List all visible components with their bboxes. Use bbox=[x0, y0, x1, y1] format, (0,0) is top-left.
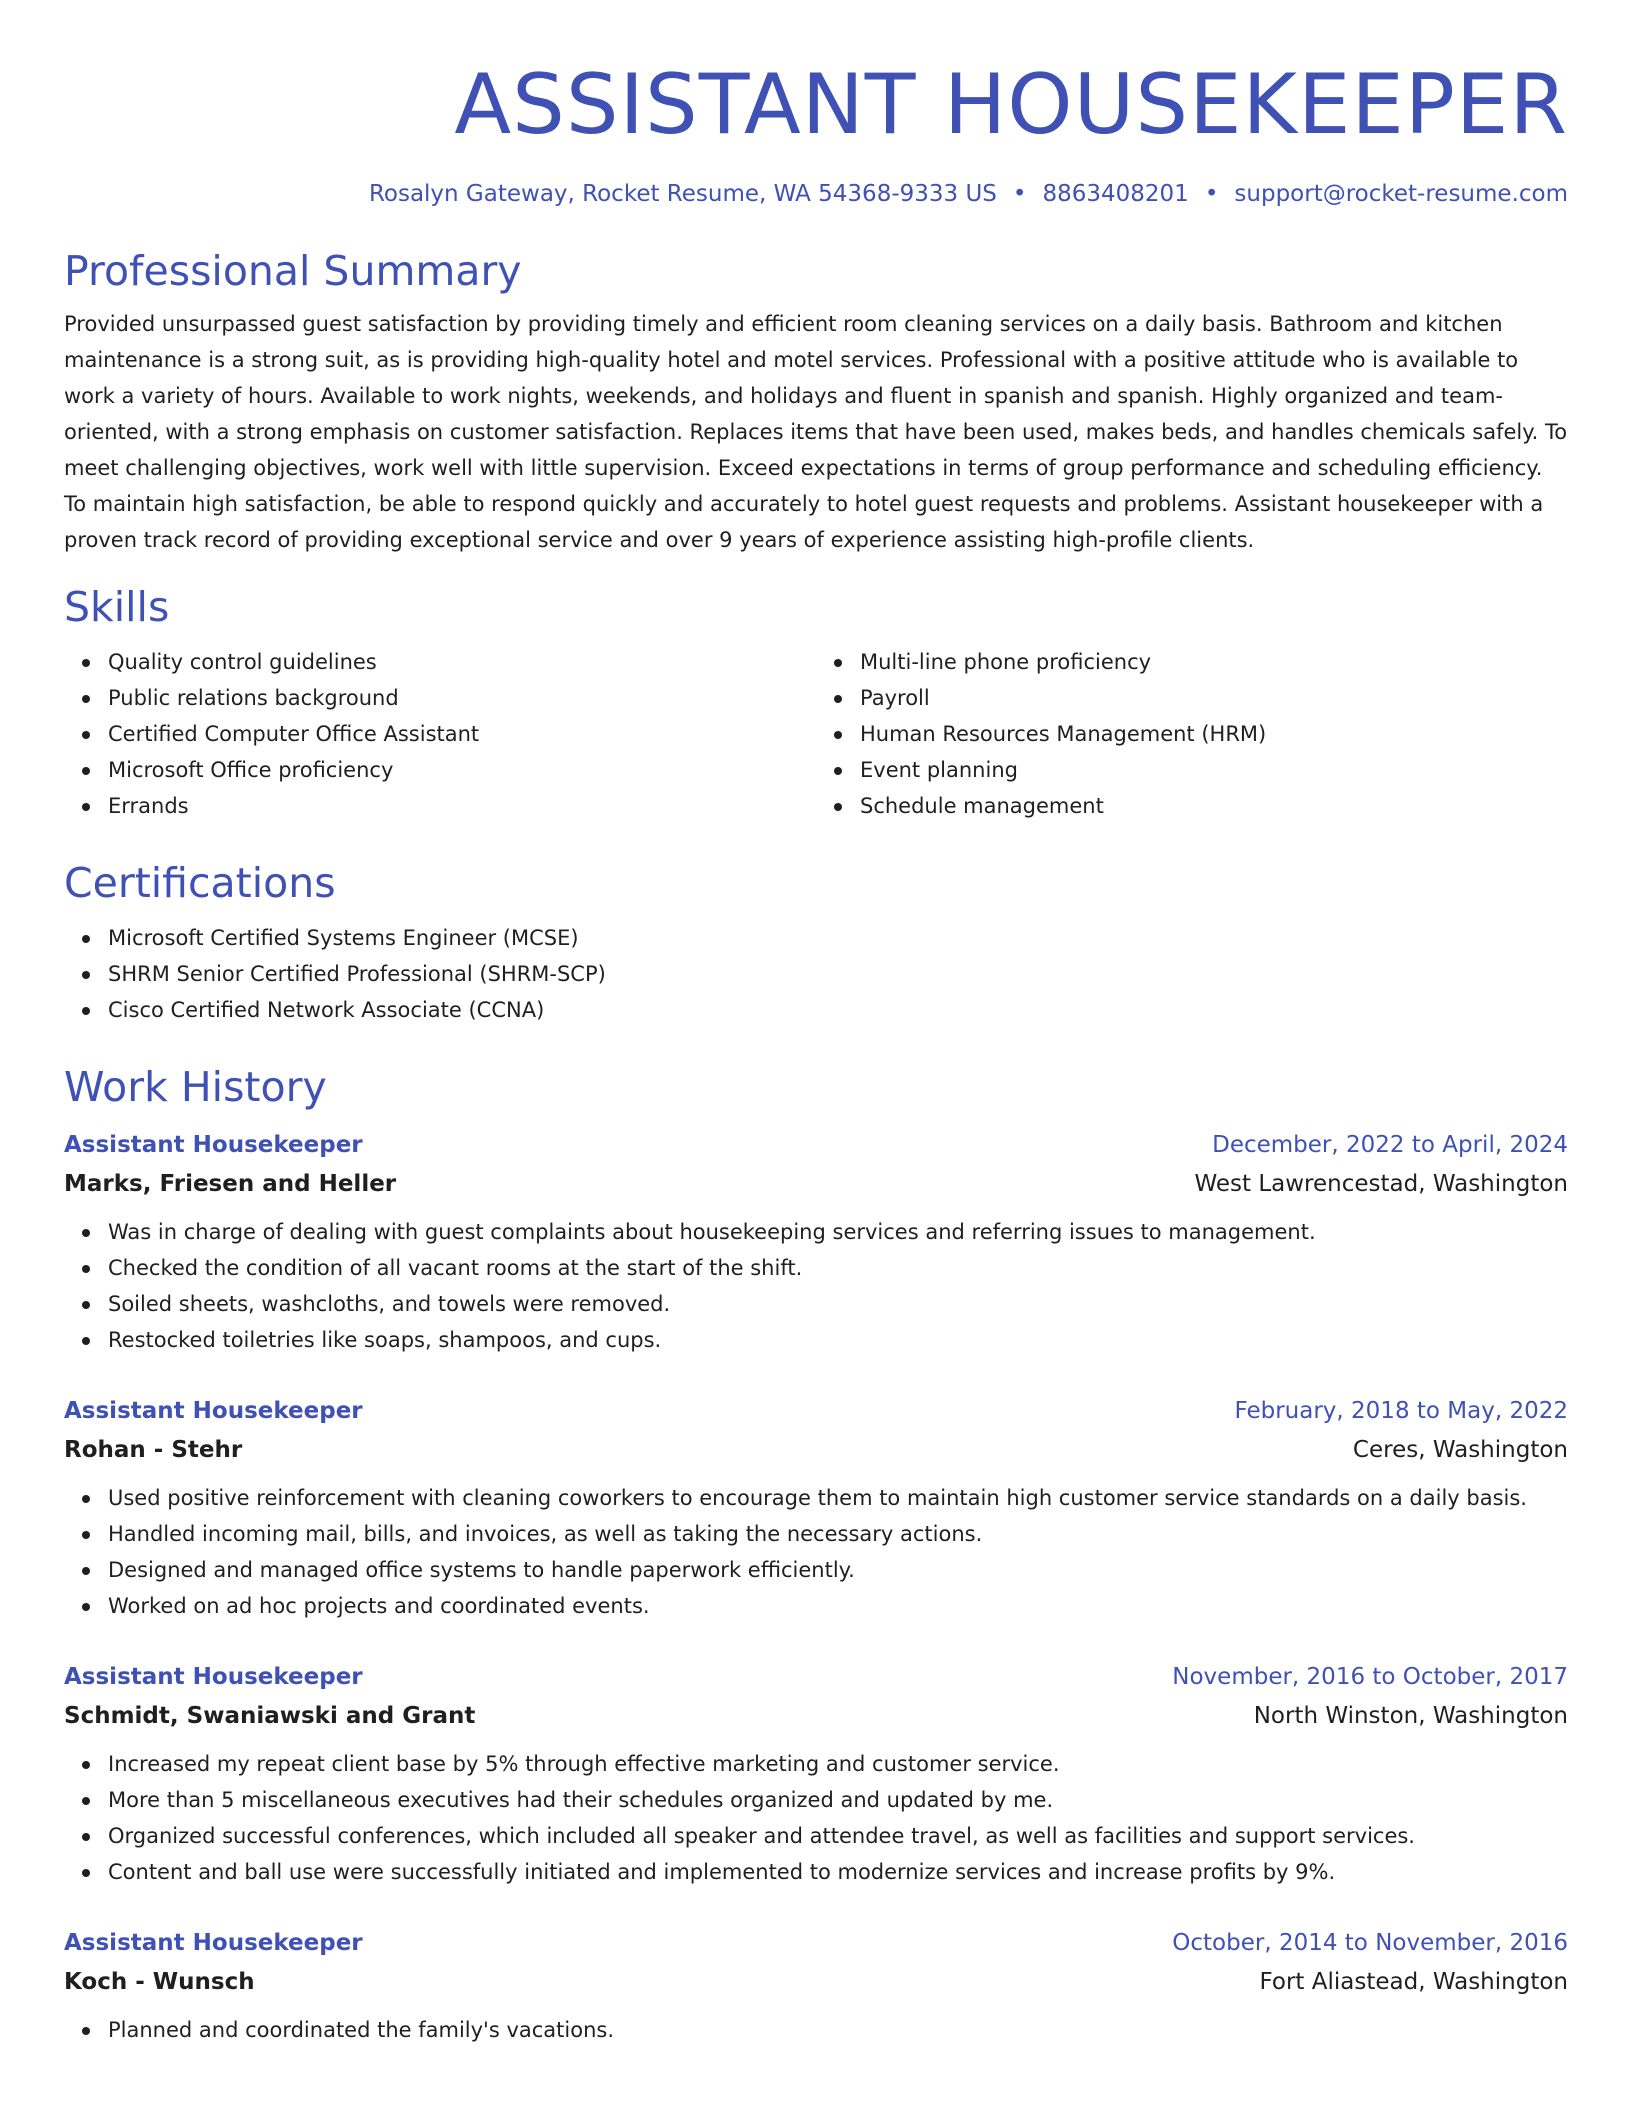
job-location: Fort Aliastead, Washington bbox=[1259, 1969, 1568, 1995]
job-location: Ceres, Washington bbox=[1352, 1437, 1568, 1463]
job-title: Assistant Housekeeper bbox=[64, 1664, 363, 1690]
contact-line bbox=[64, 178, 1568, 210]
skill-item: Public relations background bbox=[108, 680, 816, 716]
skill-item: Errands bbox=[108, 788, 816, 824]
job-bullet: Was in charge of dealing with guest complaints about housekeeping services and referring issues to management. bbox=[108, 1214, 1568, 1250]
job-entry bbox=[64, 1392, 1568, 1624]
job-bullet: Content and ball use were successfully initiated and implemented to modernize services and increase profits by 9%. bbox=[108, 1854, 1568, 1890]
job-bullet: Planned and coordinated the family's vacations. bbox=[108, 2012, 1568, 2048]
resume-name: ASSISTANT HOUSEKEEPER bbox=[454, 56, 1568, 153]
job-bullet: Handled incoming mail, bills, and invoices, as well as taking the necessary actions. bbox=[108, 1516, 1568, 1552]
phone: 8863408201 bbox=[1042, 181, 1189, 207]
skill-item: Multi-line phone proficiency bbox=[860, 644, 1568, 680]
skill-item: Certified Computer Office Assistant bbox=[108, 716, 816, 752]
skill-item: Quality control guidelines bbox=[108, 644, 816, 680]
job-bullets bbox=[64, 1480, 1568, 1624]
job-entry bbox=[64, 1658, 1568, 1890]
certification-item: Cisco Certified Network Associate (CCNA) bbox=[108, 992, 1568, 1028]
job-location: West Lawrencestad, Washington bbox=[1194, 1171, 1568, 1197]
job-title: Assistant Housekeeper bbox=[64, 1132, 363, 1158]
job-bullet: Checked the condition of all vacant rooms at the start of the shift. bbox=[108, 1250, 1568, 1286]
email: support@rocket-resume.com bbox=[1234, 181, 1568, 207]
job-dates: October, 2014 to November, 2016 bbox=[1172, 1930, 1568, 1956]
job-bullet: Worked on ad hoc projects and coordinated events. bbox=[108, 1588, 1568, 1624]
skills-title: Skills bbox=[64, 583, 170, 631]
skill-item: Payroll bbox=[860, 680, 1568, 716]
job-entry bbox=[64, 1126, 1568, 1358]
summary-title: Professional Summary bbox=[64, 247, 522, 295]
job-entry bbox=[64, 1924, 1568, 2048]
certification-item: SHRM Senior Certified Professional (SHRM-SCP) bbox=[108, 956, 1568, 992]
job-bullets bbox=[64, 2012, 1568, 2048]
company-name: Rohan - Stehr bbox=[64, 1437, 243, 1463]
job-dates: February, 2018 to May, 2022 bbox=[1234, 1398, 1568, 1424]
job-dates: November, 2016 to October, 2017 bbox=[1172, 1664, 1568, 1690]
work-history-title: Work History bbox=[64, 1063, 327, 1111]
separator: • bbox=[1204, 181, 1219, 207]
job-bullet: Organized successful conferences, which included all speaker and attendee travel, as well as facilities and support services. bbox=[108, 1818, 1568, 1854]
job-bullets bbox=[64, 1214, 1568, 1358]
job-title: Assistant Housekeeper bbox=[64, 1398, 363, 1424]
job-bullet: Soiled sheets, washcloths, and towels were removed. bbox=[108, 1286, 1568, 1322]
skill-item: Human Resources Management (HRM) bbox=[860, 716, 1568, 752]
job-bullets bbox=[64, 1746, 1568, 1890]
skill-item: Microsoft Office proficiency bbox=[108, 752, 816, 788]
job-title: Assistant Housekeeper bbox=[64, 1930, 363, 1956]
skills-column-left bbox=[64, 644, 816, 824]
skill-item: Schedule management bbox=[860, 788, 1568, 824]
skills-list bbox=[64, 644, 1568, 824]
job-bullet: Designed and managed office systems to handle paperwork efficiently. bbox=[108, 1552, 1568, 1588]
company-name: Koch - Wunsch bbox=[64, 1969, 255, 1995]
certifications-title: Certifications bbox=[64, 859, 336, 907]
job-bullet: Used positive reinforcement with cleaning coworkers to encourage them to maintain high customer service standards on a daily basis. bbox=[108, 1480, 1568, 1516]
separator: • bbox=[1012, 181, 1027, 207]
certification-item: Microsoft Certified Systems Engineer (MCSE) bbox=[108, 920, 1568, 956]
certifications-list bbox=[64, 920, 1568, 1028]
job-bullet: Increased my repeat client base by 5% through effective marketing and customer service. bbox=[108, 1746, 1568, 1782]
skills-column-right bbox=[816, 644, 1568, 824]
job-bullet: Restocked toiletries like soaps, shampoos, and cups. bbox=[108, 1322, 1568, 1358]
address: Rosalyn Gateway, Rocket Resume, WA 54368-9333 US bbox=[368, 181, 997, 207]
company-name: Marks, Friesen and Heller bbox=[64, 1171, 397, 1197]
job-bullet: More than 5 miscellaneous executives had their schedules organized and updated by me. bbox=[108, 1782, 1568, 1818]
skill-item: Event planning bbox=[860, 752, 1568, 788]
summary-text: Provided unsurpassed guest satisfaction by providing timely and efficient room cleaning services on a daily basis. Bathroom and kitchen maintenance is a strong suit, as is providing high-quality hotel and motel services. Professional with a positive attitude who is available to work a variety of hours. Available to work nights, weekends, and holidays and fluent in spanish and spanish. Highly organized and team-oriented, with a strong emphasis on customer satisfaction. Replaces items that have been used, makes beds, and handles chemicals safely. To meet challenging objectives, work well with little supervision. Exceed expectations in terms of group performance and scheduling efficiency. To maintain high satisfaction, be able to respond quickly and accurately to hotel guest requests and problems. Assistant housekeeper with a proven track record of providing exceptional service and over 9 years of experience assisting high-profile clients. bbox=[64, 312, 1568, 552]
job-dates: December, 2022 to April, 2024 bbox=[1212, 1132, 1568, 1158]
job-location: North Winston, Washington bbox=[1253, 1703, 1568, 1729]
company-name: Schmidt, Swaniawski and Grant bbox=[64, 1703, 476, 1729]
